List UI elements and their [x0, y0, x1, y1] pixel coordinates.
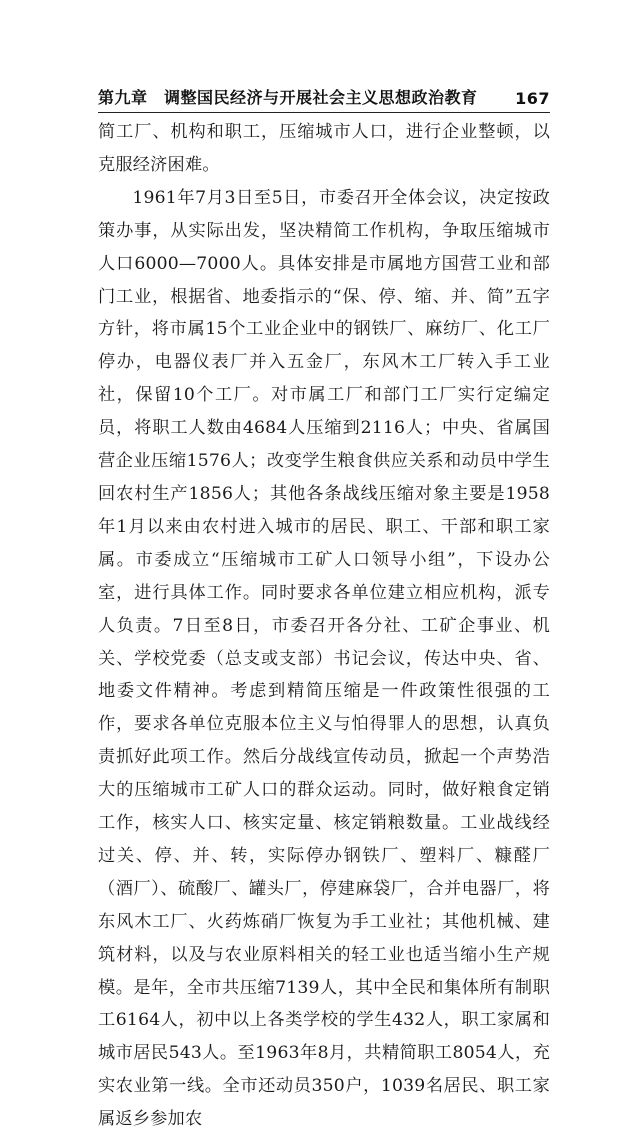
running-header — [98, 82, 550, 108]
paragraph: 1961年7月3日至5日，市委召开全体会议，决定按政策办事，从实际出发，坚决精简工作机构，争取压缩城市人口6000—7000人。具体安排是市属地方国营工业和部门工业，根据省、地委指示的“保、停、缩、并、简”五字方针，将市属15个工业企业中的钢铁厂、麻纺厂、化工厂停办，电器仪表厂并入五金厂，东风木工厂转入手工业社，保留10个工厂。对市属工厂和部门工厂实行定编定员，将职工人数由4684人压缩到2116人；中央、省属国营企业压缩1576人；改变学生粮食供应关系和动员中学生回农村生产1856人；其他各条战线压缩对象主要是1958年1月以来由农村进入城市的居民、职工、干部和职工家属。市委成立“压缩城市工矿人口领导小组”，下设办公室，进行具体工作。同时要求各单位建立相应机构，派专人负责。7日至8日，市委召开各分社、工矿企事业、机关、学校党委（总支或支部）书记会议，传达中央、省、地委文件精神。考虑到精简压缩是一件政策性很强的工作，要求各单位克服本位主义与怕得罪人的思想，认真负责抓好此项工作。然后分战线宣传动员，掀起一个声势浩大的压缩城市工矿人口的群众运动。同时，做好粮食定销工作，核实人口、核实定量、核定销粮数量。工业战线经过关、停、并、转，实际停办钢铁厂、塑料厂、糠醛厂（酒厂）、硫酸厂、罐头厂，停建麻袋厂，合并电器厂，将东风木工厂、火药炼硝厂恢复为手工业社；其他机械、建筑材料，以及与农业原料相关的轻工业也适当缩小生产规模。是年，全市共压缩7139人，其中全民和集体所有制职工6164人，初中以上各类学校的学生432人，职工家属和城市居民543人。至1963年8月，共精简职工8054人，充实农业第一线。全市还动员350户，1039名居民、职工家属返乡参加农 — [98, 187, 550, 1130]
page-number: 167 — [515, 89, 550, 108]
body-text — [98, 116, 550, 1136]
paragraph-continuation: 简工厂、机构和职工，压缩城市人口，进行企业整顿，以克服经济困难。 — [98, 122, 550, 175]
header-rule — [98, 112, 550, 113]
chapter-title: 第九章 调整国民经济与开展社会主义思想政治教育 — [98, 88, 478, 107]
